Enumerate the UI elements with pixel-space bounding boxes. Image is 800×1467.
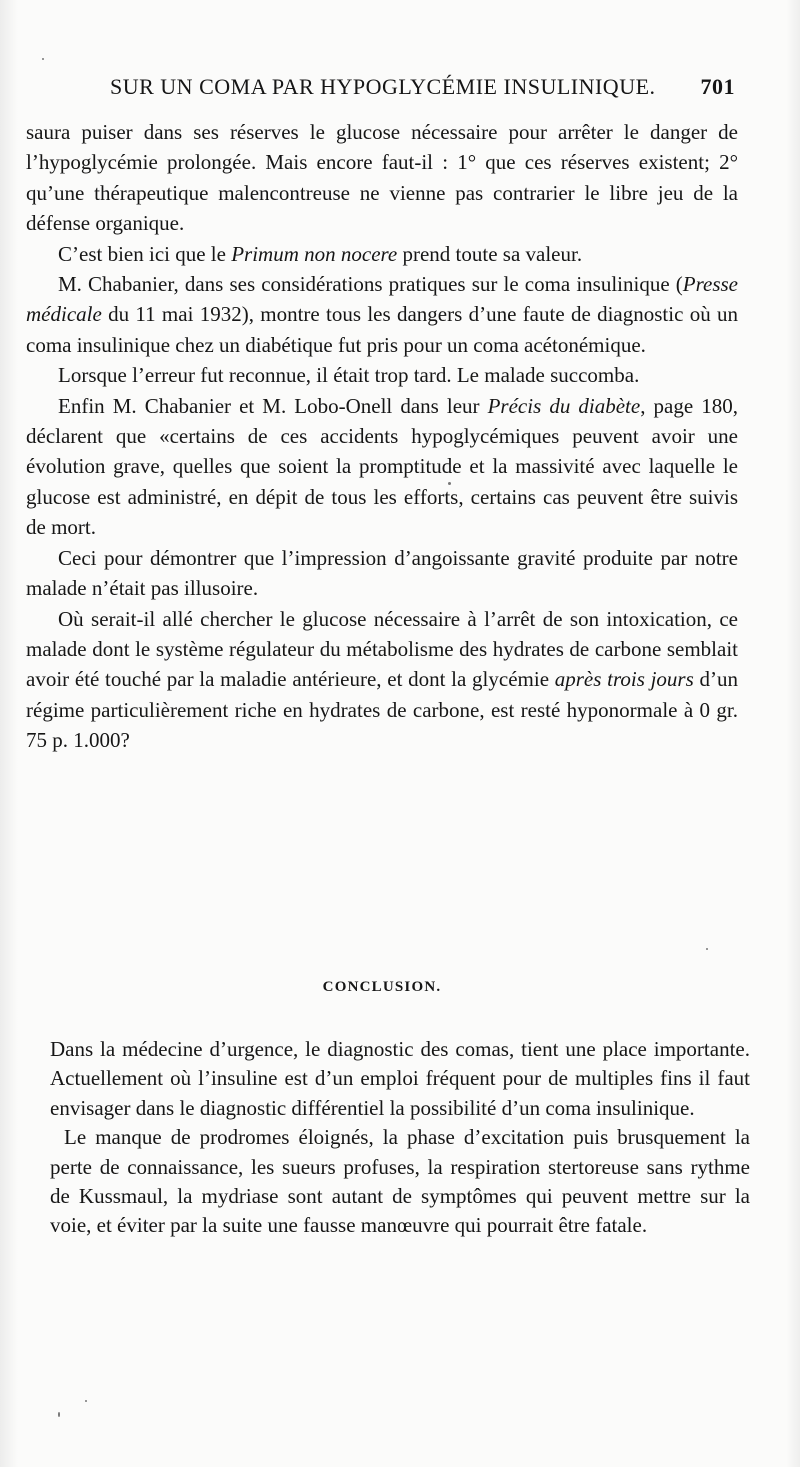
paragraph-3-text-a: M. Chabanier, dans ses considérations pratiques sur le coma insulinique ( (58, 272, 683, 297)
speck (448, 482, 451, 485)
presse-medicale-citation: Presse médicale (26, 272, 738, 327)
running-head (110, 70, 735, 104)
primum-non-nocere-phrase: Primum non nocere (231, 241, 398, 266)
body-text (26, 117, 738, 756)
speck (58, 1412, 60, 1417)
paragraph-5-text-a: Enfin M. Chabanier et M. Lobo-Onell dans leur (58, 393, 488, 418)
apres-trois-jours-phrase: après trois jours (554, 667, 694, 692)
paragraph-7-text-a: Où serait-il allé chercher le glucose nécessaire à l’arrêt de son intoxication, ce malade dont le système régulateur du métabolisme des hydrates de carbone semblait avoir été touché par la maladie antérieure, et dont la glycémie (26, 606, 738, 692)
paragraph-5 (26, 391, 738, 543)
conclusion-heading: CONCLUSION. (322, 979, 442, 995)
conclusion-paragraph-1: Dans la médecine d’urgence, le diagnostic des comas, tient une place importante. Actuellement où l’insuline est d’un emploi fréquent pour de multiples fins il faut envisager dans le diagnostic différentiel la possibilité d’un coma insulinique. (50, 1037, 750, 1120)
precis-du-diabete-citation: Précis du diabète (487, 393, 641, 418)
paragraph-2-text-a: C’est bien ici que le (58, 241, 232, 266)
paragraph-5-text-b: , page 180, déclarent que «certains de ces accidents hypoglycémiques peuvent avoir une évolution grave, quelles que soient la promptitude et la massivité avec laquelle le glucose est administré, en dépit de tous les efforts, certains cas peuvent être suivis de mort. (26, 393, 738, 540)
paragraph-2-text-b: prend toute sa valeur. (397, 241, 583, 266)
conclusion-paragraph-2: Le manque de prodromes éloignés, la phase d’excitation puis brusquement la perte de connaissance, les sueurs profuses, la respiration stertoreuse sans rythme de Kussmaul, la mydriase sont autant de symptômes qui peuvent mettre sur la voie, et éviter par la suite une fausse manœuvre qui pourrait être fatale. (50, 1125, 750, 1238)
speck (706, 948, 708, 950)
paragraph-1: saura puiser dans ses réserves le glucose nécessaire pour arrêter le danger de l’hypoglycémie prolongée. Mais encore faut-il : 1° que ces réserves existent; 2° qu’une thérapeutique malencontreuse ne vienne pas contrarier le libre jeu de la défense organique. (26, 120, 738, 236)
conclusion-text (50, 1035, 750, 1241)
page-number: 701 (700, 74, 735, 99)
running-head-title: SUR UN COMA PAR HYPOGLYCÉMIE INSULINIQUE. (110, 74, 656, 99)
speck (85, 1400, 87, 1402)
paragraph-3-text-b: du 11 mai 1932), montre tous les dangers d’une faute de diagnostic où un coma insulinique chez un diabétique fut pris pour un coma acétonémique. (26, 302, 738, 357)
paragraph-7-text-b: d’un régime particulièrement riche en hydrates de carbone, est resté hyponormale à 0 gr. 75 p. 1.000? (26, 667, 738, 753)
paragraph-7 (26, 604, 738, 756)
speck (42, 58, 44, 60)
paragraph-2 (26, 239, 738, 269)
paragraph-3 (26, 269, 738, 360)
paragraph-4: Lorsque l’erreur fut reconnue, il était trop tard. Le malade succomba. (58, 363, 640, 388)
paragraph-6: Ceci pour démontrer que l’impression d’angoissante gravité produite par notre malade n’était pas illusoire. (26, 545, 738, 601)
